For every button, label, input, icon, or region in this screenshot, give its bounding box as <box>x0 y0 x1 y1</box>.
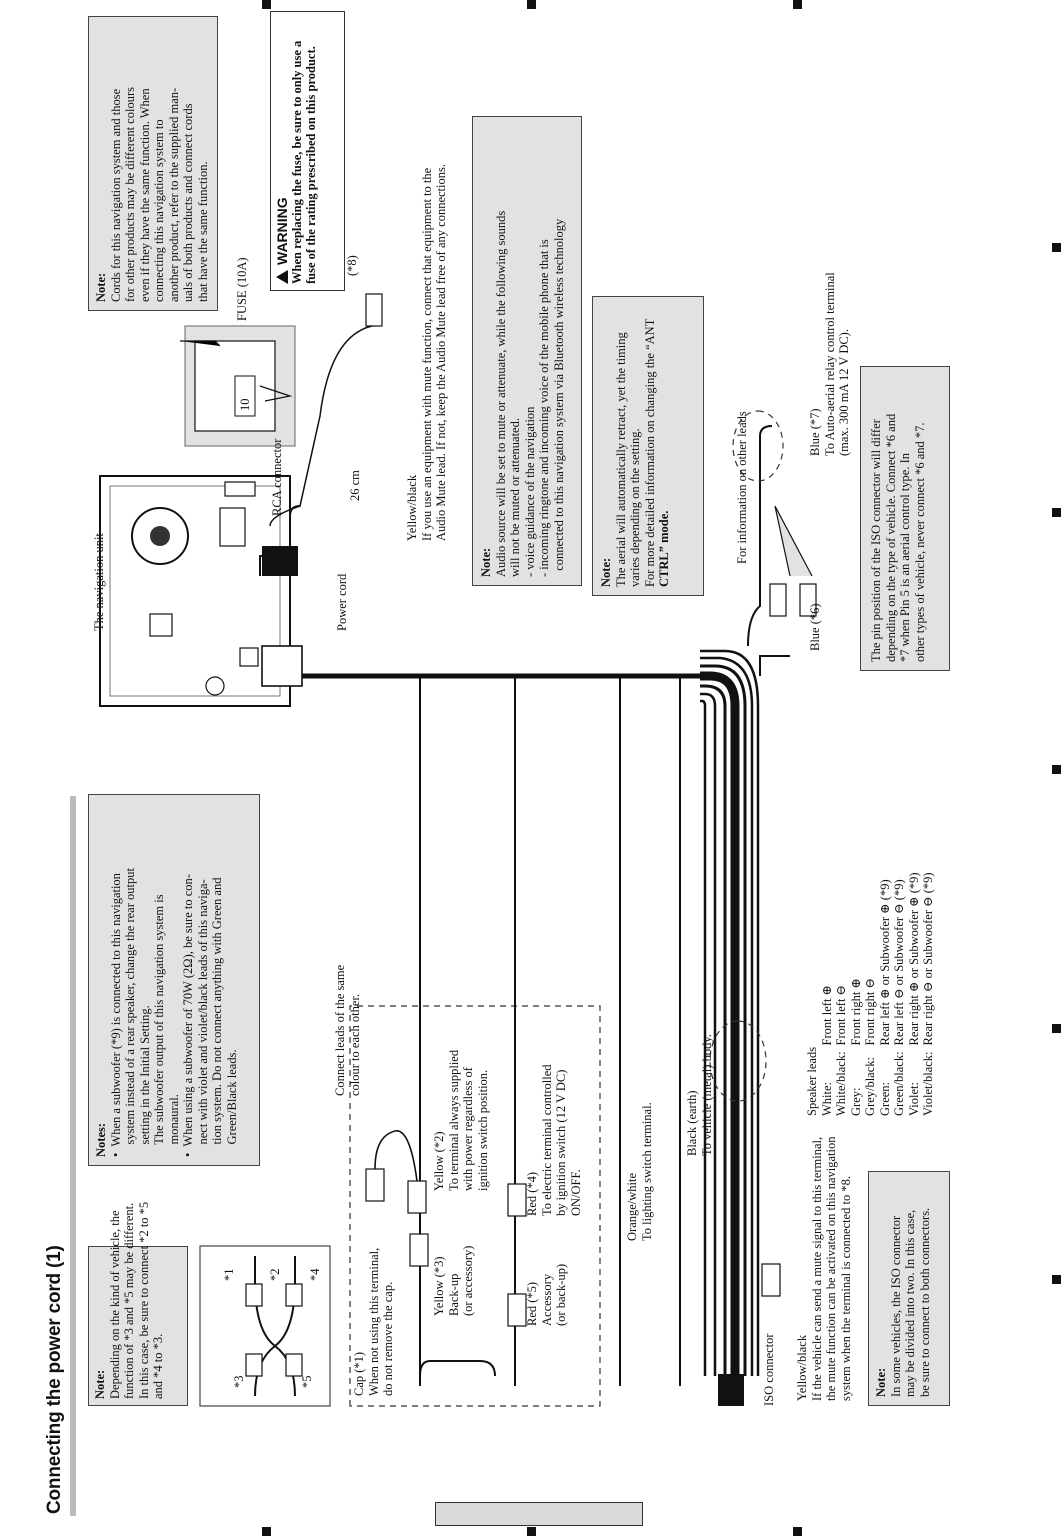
note-iso-line: be sure to connect to both connectors. <box>917 1207 932 1397</box>
yellow-black-mute-line: If you use an equipment with mute function, connect that equipment to the <box>419 167 434 541</box>
fuse-value-label: 10 <box>238 398 252 411</box>
speaker-leads <box>805 872 936 1116</box>
yellow2-label <box>432 1050 490 1191</box>
note-mute-line: - voice guidance of the navigation <box>522 406 537 577</box>
speaker-lead-color: White: <box>819 1081 834 1116</box>
note-left-line: Depending on the kind of vehicle, the <box>107 1210 122 1399</box>
blue7-line: To Auto-aerial relay control terminal <box>822 272 837 456</box>
warning-line: When replacing the fuse, be sure to only use a <box>289 40 304 284</box>
connect-same-colour-line: Connect leads of the same <box>333 964 347 1096</box>
note-iso-pin-line: other types of vehicle, never connect *6 and *7. <box>912 422 927 662</box>
navigation-unit-label: The navigation unit <box>92 533 106 631</box>
note-iso-pin-box <box>860 366 950 671</box>
black-line: To vehicle (metal) body. <box>699 1034 714 1156</box>
note-mute-line: Audio source will be set to mute or attenuate, while the following sounds <box>493 210 508 577</box>
for-information-label: For information on other leads <box>735 411 749 564</box>
notes-subwoofer-line: nect with violet and violet/black leads of this naviga- <box>195 879 210 1157</box>
notes-subwoofer-line: • When using a subwoofer of 70W (2Ω), be sure to con- <box>181 874 195 1157</box>
speaker-leads-title: Speaker leads <box>805 1046 819 1116</box>
notes-subwoofer-line: monaural. <box>166 1094 181 1157</box>
yellow3-line: Yellow (*3) <box>432 1256 446 1316</box>
heading-underline <box>70 796 76 1516</box>
note-cords-line: for other products may be different colours <box>123 87 137 302</box>
yellow-black-iso-line: Yellow/black <box>795 1334 809 1401</box>
note-mute-line: - incoming ringtone and incoming voice of the mobile phone that is <box>537 239 551 577</box>
note-aerial-line: For more detailed information on changing the “ANT <box>642 318 657 587</box>
notes-subwoofer-line: setting in the Initial Setting. <box>137 1005 152 1157</box>
note-left-line: and *4 to *3. <box>151 1333 165 1399</box>
note-mute-box <box>472 116 582 586</box>
iso-connector-block <box>718 1374 744 1406</box>
red4-line: by ignition switch (12 V DC) <box>554 1069 568 1216</box>
note-aerial-title: Note: <box>599 557 613 587</box>
cm26-label: 26 cm <box>348 470 362 501</box>
speaker-lead-desc: Front right ⊕ <box>848 978 863 1046</box>
black-label <box>685 1034 714 1156</box>
blue7-line: (max. 300 mA 12 V DC). <box>837 329 851 456</box>
note-aerial-box <box>592 296 704 596</box>
notes-subwoofer-line: The subwoofer output of this navigation system is <box>152 894 166 1157</box>
yellow-black-mute-line: Audio Mute lead. If not, keep the Audio Mute lead free of any connections. <box>434 164 448 541</box>
yellow2-line: Yellow (*2) <box>432 1131 446 1191</box>
speaker-lead-color: Violet/black: <box>921 1051 935 1116</box>
power-cord-label: Power cord <box>335 573 349 631</box>
speaker-lead-desc: Rear right ⊕ or Subwoofer ⊕ (*9) <box>906 872 921 1046</box>
note-iso-box <box>868 1171 950 1406</box>
red4-label <box>525 1065 583 1217</box>
iso-connector-label: ISO connector <box>762 1333 776 1406</box>
red5-label <box>525 1264 569 1326</box>
rca-connector <box>262 546 298 576</box>
red4-line: Red (*4) <box>525 1171 539 1216</box>
speaker-lead-desc: Front right ⊖ <box>863 978 877 1046</box>
note-aerial-line: varies depending on the setting. <box>628 428 642 587</box>
notes-subwoofer-box <box>88 794 260 1166</box>
note-iso-pin-line: *7 when Pin 5 is an aerial control type. In <box>898 453 912 662</box>
note-cords-line: even if they have the same function. When <box>137 88 152 302</box>
warning-title: WARNING <box>274 197 290 265</box>
note-left-box <box>88 1201 188 1406</box>
yellow3-line: Back-up <box>446 1273 461 1316</box>
note-aerial-line: CTRL” mode. <box>657 510 671 587</box>
note-cords-box <box>88 16 218 311</box>
yellow-black-iso-line: system when the terminal is connected to *8. <box>838 1176 853 1401</box>
notes-subwoofer-line: • When a subwoofer (*9) is connected to this navigation <box>108 873 123 1157</box>
note-iso-pin-line: The pin position of the ISO connector will differ <box>869 419 883 662</box>
speaker-lead-color: Green: <box>877 1081 892 1116</box>
note-cords-title: Note: <box>94 272 108 302</box>
cap-line: When not using this terminal, <box>366 1247 381 1396</box>
red4-line: To electric terminal controlled <box>539 1064 554 1216</box>
fuse-label: FUSE (10A) <box>235 257 249 321</box>
orange-label <box>625 1102 654 1241</box>
speaker-lead-desc: Rear left ⊖ or Subwoofer ⊖ (*9) <box>892 879 906 1046</box>
cap-line: do not remove the cap. <box>381 1281 395 1396</box>
note-cords-line: Cords for this navigation system and those <box>108 88 123 302</box>
yellow2-line: ignition switch position. <box>475 1069 490 1191</box>
note-mute-line: connected to this navigation system via Bluetooth wireless technology <box>551 218 566 577</box>
page-title: Connecting the power cord (1) <box>44 1245 65 1514</box>
star8-label: (*8) <box>345 255 359 276</box>
notes-subwoofer-line: system instead of a rear speaker, change the rear output <box>123 868 137 1157</box>
cap-line: Cap (*1) <box>352 1351 366 1396</box>
connect-same-colour-line: colour to each other. <box>347 993 362 1096</box>
note-iso-line: may be divided into two. In this case, <box>903 1209 917 1397</box>
notes-subwoofer-line: tion system. Do not connect anything with Green and <box>210 877 224 1157</box>
yellow-black-mute-line: Yellow/black <box>405 474 419 541</box>
speaker-lead-desc: Front left ⊕ <box>819 984 834 1046</box>
terminal-label-3: *3 <box>232 1375 246 1388</box>
notes-subwoofer-line: Green/Black leads. <box>224 1049 239 1157</box>
speaker-lead-color: White/black: <box>834 1051 848 1116</box>
note-mute-line: will not be muted or attenuated. <box>508 418 522 577</box>
terminal-label-1: *1 <box>222 1268 236 1281</box>
warning-triangle-icon <box>276 270 288 284</box>
blue6-label: Blue (*6) <box>808 603 822 651</box>
note-cords-line: connecting this navigation system to <box>152 119 166 302</box>
terminal-label-2: *2 <box>268 1268 282 1281</box>
note-cords-line: that have the same function. <box>195 161 210 302</box>
note-iso-pin-line: depending on the type of vehicle. Connect *6 and <box>883 413 898 662</box>
yellow-black-mute-label <box>405 164 449 541</box>
note-aerial-line: The aerial will automatically retract, yet the timing <box>613 332 628 587</box>
iso-pin-callout <box>775 506 812 576</box>
note-mute-title: Note: <box>479 547 493 577</box>
red5-line: Red (*5) <box>525 1281 539 1326</box>
speaker-lead-desc: Front left ⊖ <box>834 984 848 1046</box>
cap-label <box>352 1248 396 1396</box>
terminal-label-5: *5 <box>300 1375 314 1388</box>
terminal-connectors <box>246 1284 302 1376</box>
red5-line: Accessory <box>539 1273 554 1326</box>
speaker-lead-color: Green/black: <box>892 1051 906 1116</box>
yellow2-line: To terminal always supplied <box>446 1049 461 1191</box>
speaker-lead-color: Grey/black: <box>863 1056 877 1116</box>
rca-connector-label: RCA connector <box>270 438 284 516</box>
yellow2-line: with power regardless of <box>461 1067 475 1191</box>
speaker-lead-desc: Rear right ⊖ or Subwoofer ⊖ (*9) <box>921 872 935 1046</box>
yellow-black-iso-label <box>795 1136 853 1401</box>
note-cords-line: uals of both products and connect cords <box>181 103 195 302</box>
red5-line: (or back-up) <box>554 1263 568 1326</box>
speaker-lead-color: Violet: <box>906 1082 921 1116</box>
yellow3-line: (or accessory) <box>461 1245 475 1316</box>
terminal-label-4: *4 <box>308 1268 322 1281</box>
orange-line: Orange/white <box>625 1172 639 1241</box>
warning-line: fuse of the rating prescribed on this product. <box>304 46 318 284</box>
blue7-line: Blue (*7) <box>808 408 822 456</box>
note-left-line: In this case, be sure to connect *2 to *5 <box>136 1201 151 1399</box>
note-left-line: function of *3 and *5 may be different. <box>122 1202 136 1399</box>
note-iso-title: Note: <box>874 1367 888 1397</box>
speaker-lead-desc: Rear left ⊕ or Subwoofer ⊕ (*9) <box>877 879 892 1046</box>
speaker-lead-color: Grey: <box>848 1087 863 1116</box>
notes-subwoofer-title: Notes: <box>94 1122 108 1157</box>
yellow-black-iso-line: If the vehicle can send a mute signal to this terminal, <box>809 1136 824 1401</box>
red4-line: ON/OFF. <box>568 1169 583 1216</box>
connect-same-colour <box>333 965 362 1096</box>
warning-box <box>270 11 345 291</box>
blue7-label <box>808 272 852 456</box>
note-cords-line: another product, refer to the supplied man- <box>166 87 181 302</box>
black-line: Black (earth) <box>685 1090 699 1156</box>
speaker-leads-colors <box>820 1051 936 1116</box>
orange-line: To lighting switch terminal. <box>639 1102 654 1241</box>
yellow3-label <box>432 1246 476 1316</box>
fuse-drawing <box>180 326 295 446</box>
yellow-black-iso-line: the mute function can be activated on this navigation <box>824 1136 838 1401</box>
note-iso-line: In some vehicles, the ISO connector <box>888 1215 903 1397</box>
speaker-leads-descs <box>820 872 936 1045</box>
note-left-title: Note: <box>93 1369 107 1399</box>
